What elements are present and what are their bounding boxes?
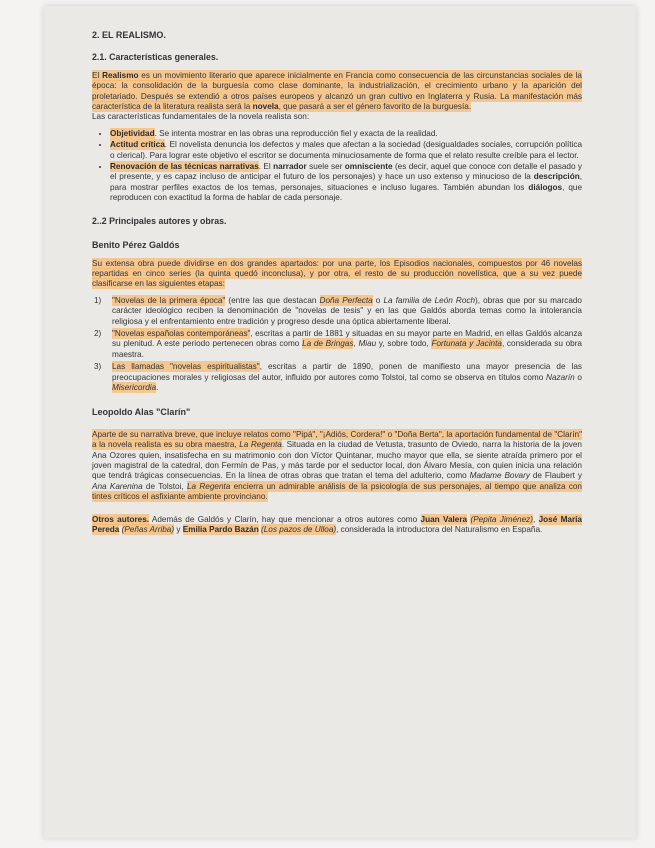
- galdos-intro-paragraph: Su extensa obra puede dividirse en dos grandes apartados: por una parte, los Episodios nacionales, compuestos por 46 novelas repartidas en cinco series (la quinta quedó inconclusa), y por otra, el resto de su producción novelística, que a su vez puede clasificarse en las siguientes etapas:: [92, 258, 583, 289]
- list-item: 2) "Novelas españolas contemporáneas", escritas a partir de 1881 y situadas en su mayor parte en Madrid, en ellas Galdós alcanza su plenitud. A este periodo pertenecen obras como La de Bringas, Miau y, sobre todo, Fortunata y Jacinta, considerada su obra maestra.: [94, 328, 582, 359]
- document-page: [44, 6, 636, 838]
- list-item: 1) "Novelas de la primera época" (entre las que destacan Doña Perfecta o La familia de León Roch), obras que por su marcado carácter ideológico reciben la denominación de "novelas de tesis" y en las que Galdós aborda temas como la intolerancia religiosa y el enfrentamiento entre tradición y progreso desde una óptica abiertamente liberal.: [94, 295, 582, 326]
- author-heading-clarin: Leopoldo Alas "Clarín": [92, 407, 191, 418]
- galdos-works-list: [92, 296, 582, 394]
- section-title: 2. EL REALISMO.: [92, 30, 166, 40]
- subsection-authors-title: 2..2 Principales autores y obras.: [92, 215, 227, 226]
- clarin-paragraph: Aparte de su narrativa breve, que incluye relatos como "Pipá", "¡Adiós, Cordera!" o "Doña Berta", la aportación fundamental de "Clarín" a la novela realista es su obra maestra, La Regenta. Situada en la ciudad de Vetusta, trasunto de Oviedo, narra la historia de la joven Ana Ozores quien, insatisfecha en su matrimonio con don Víctor Quintanar, mucho mayor que ella, se siente atraída primero por el joven magistral de la catedral, don Fermín de Pas, y más tarde por el seductor local, don Álvaro Mesía, con quien inicia una relación que tendrá trágicas consecuencias. En la línea de otras obras que tratan el tema del adulterio, como Madame Bovary de Flaubert y Ana Karenina de Tolstoi, La Regenta encierra un admirable análisis de la psicología de sus personajes, al tiempo que analiza con tintes críticos el asfixiante ambiente provinciano.: [92, 429, 582, 502]
- features-list: [92, 129, 582, 204]
- list-item: • Actitud crítica. El novelista denuncia los defectos y males que afectan a la sociedad (desigualdades sociales, corrupción política o clerical). Para lograr este objetivo el escritor se documenta minuciosamente de forma que el relato resulte creíble para el lector.: [110, 140, 582, 161]
- list-item: 3) Las llamadas "novelas espiritualistas", escritas a partir de 1890, ponen de manifiesto una mayor presencia de las preocupaciones morales y religiosas del autor, influido por autores como Tolstoi, tal como se observa en títulos como Nazarín o Misericordia.: [94, 362, 582, 392]
- other-authors-paragraph: Otros autores. Además de Galdós y Clarín, hay que mencionar a otros autores como Juan Valera (Pepita Jiménez), José María Pereda (Peñas Arriba) y Emilia Pardo Bazán (Los pazos de Ulloa), considerada la introductora del Naturalismo en España.: [92, 514, 582, 535]
- subsection-characteristics-title: 2.1. Características generales.: [92, 52, 219, 63]
- list-item: • Objetividad. Se intenta mostrar en las obras una reproducción fiel y exacta de la realidad.: [110, 129, 582, 139]
- document-content: [92, 24, 582, 535]
- list-item: • Renovación de las técnicas narrativas. El narrador suele ser omnisciente (es decir, aquel que conoce con detalle el pasado y el presente, y es capaz incluso de anticipar el futuro de los personajes) y hace un uso extenso y minucioso de la descripción, para mostrar perfiles exactos de los temas, personajes, situaciones e incluso lugares. También abundan los diálogos, que reproducen con exactitud la forma de hablar de cada personaje.: [110, 162, 582, 204]
- realism-intro-paragraph: El Realismo es un movimiento literario que aparece inicialmente en Francia como consecuencia de las circunstancias sociales de la época: la consolidación de la burguesía como clase dominante, la industrialización, el crecimiento urbano y la aparición del proletariado. Después se extendió a otros países europeos y alcanzó un gran cultivo en Inglaterra y Rusia. La manifestación más característica de la literatura realista será la novela, que pasará a ser el género favorito de la burguesía. Las características fundamentales de la novela realista son:: [92, 70, 582, 122]
- author-heading-galdos: Benito Pérez Galdós: [92, 240, 180, 251]
